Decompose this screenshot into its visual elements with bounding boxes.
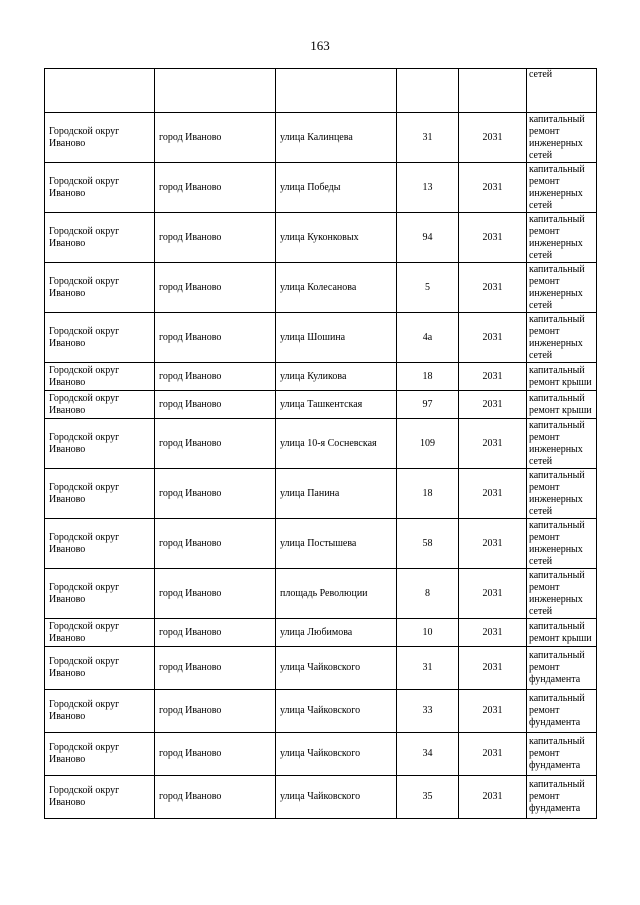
table-row bbox=[45, 619, 597, 647]
district-cell: Городской округ Иваново bbox=[45, 363, 155, 391]
city-cell: город Иваново bbox=[155, 263, 276, 313]
table-row bbox=[45, 569, 597, 619]
year-cell: 2031 bbox=[459, 776, 527, 819]
work-cell: капитальный ремонт фундамента bbox=[527, 776, 597, 819]
work-cell: капитальный ремонт фундамента bbox=[527, 733, 597, 776]
house-cell: 34 bbox=[397, 733, 459, 776]
district-cell: Городской округ Иваново bbox=[45, 113, 155, 163]
year-cell: 2031 bbox=[459, 419, 527, 469]
work-cell: капитальный ремонт инженерных сетей bbox=[527, 519, 597, 569]
house-cell: 109 bbox=[397, 419, 459, 469]
district-cell: Городской округ Иваново bbox=[45, 163, 155, 213]
city-cell: город Иваново bbox=[155, 776, 276, 819]
house-cell: 33 bbox=[397, 690, 459, 733]
district-cell: Городской округ Иваново bbox=[45, 619, 155, 647]
house-cell: 8 bbox=[397, 569, 459, 619]
city-cell: город Иваново bbox=[155, 469, 276, 519]
city-cell bbox=[155, 69, 276, 113]
city-cell: город Иваново bbox=[155, 213, 276, 263]
house-cell: 18 bbox=[397, 363, 459, 391]
district-cell: Городской округ Иваново bbox=[45, 690, 155, 733]
work-cell: капитальный ремонт крыши bbox=[527, 363, 597, 391]
house-cell: 5 bbox=[397, 263, 459, 313]
city-cell: город Иваново bbox=[155, 419, 276, 469]
city-cell: город Иваново bbox=[155, 113, 276, 163]
district-cell: Городской округ Иваново bbox=[45, 263, 155, 313]
street-cell: улица Любимова bbox=[276, 619, 397, 647]
housing-repair-table bbox=[44, 68, 597, 819]
table-row bbox=[45, 519, 597, 569]
house-cell: 18 bbox=[397, 469, 459, 519]
street-cell: улица Калинцева bbox=[276, 113, 397, 163]
street-cell: улица Победы bbox=[276, 163, 397, 213]
city-cell: город Иваново bbox=[155, 163, 276, 213]
year-cell: 2031 bbox=[459, 213, 527, 263]
district-cell: Городской округ Иваново bbox=[45, 569, 155, 619]
work-cell: капитальный ремонт инженерных сетей bbox=[527, 313, 597, 363]
work-cell: капитальный ремонт фундамента bbox=[527, 690, 597, 733]
year-cell: 2031 bbox=[459, 569, 527, 619]
work-cell: капитальный ремонт крыши bbox=[527, 391, 597, 419]
work-cell: капитальный ремонт инженерных сетей bbox=[527, 469, 597, 519]
city-cell: город Иваново bbox=[155, 647, 276, 690]
work-cell: капитальный ремонт инженерных сетей bbox=[527, 113, 597, 163]
district-cell: Городской округ Иваново bbox=[45, 647, 155, 690]
year-cell: 2031 bbox=[459, 647, 527, 690]
street-cell bbox=[276, 69, 397, 113]
work-cell: капитальный ремонт инженерных сетей bbox=[527, 419, 597, 469]
work-cell: сетей bbox=[527, 69, 597, 113]
table-row bbox=[45, 391, 597, 419]
table-row bbox=[45, 363, 597, 391]
work-cell: капитальный ремонт инженерных сетей bbox=[527, 263, 597, 313]
street-cell: улица Куконковых bbox=[276, 213, 397, 263]
table-row bbox=[45, 263, 597, 313]
house-cell: 94 bbox=[397, 213, 459, 263]
table-row bbox=[45, 113, 597, 163]
street-cell: улица Постышева bbox=[276, 519, 397, 569]
house-cell: 31 bbox=[397, 647, 459, 690]
district-cell bbox=[45, 69, 155, 113]
house-cell: 97 bbox=[397, 391, 459, 419]
page-number: 163 bbox=[310, 38, 330, 53]
district-cell: Городской округ Иваново bbox=[45, 733, 155, 776]
year-cell: 2031 bbox=[459, 469, 527, 519]
house-cell: 13 bbox=[397, 163, 459, 213]
year-cell: 2031 bbox=[459, 391, 527, 419]
street-cell: улица Ташкентская bbox=[276, 391, 397, 419]
table-row bbox=[45, 733, 597, 776]
district-cell: Городской округ Иваново bbox=[45, 519, 155, 569]
street-cell: улица Панина bbox=[276, 469, 397, 519]
street-cell: улица Чайковского bbox=[276, 733, 397, 776]
table-row bbox=[45, 213, 597, 263]
street-cell: улица Шошина bbox=[276, 313, 397, 363]
year-cell: 2031 bbox=[459, 733, 527, 776]
continued-row bbox=[45, 69, 597, 113]
work-cell: капитальный ремонт инженерных сетей bbox=[527, 569, 597, 619]
house-cell: 10 bbox=[397, 619, 459, 647]
city-cell: город Иваново bbox=[155, 313, 276, 363]
table-row bbox=[45, 776, 597, 819]
year-cell: 2031 bbox=[459, 363, 527, 391]
street-cell: улица Колесанова bbox=[276, 263, 397, 313]
table-row bbox=[45, 313, 597, 363]
table-row bbox=[45, 690, 597, 733]
street-cell: улица Чайковского bbox=[276, 647, 397, 690]
city-cell: город Иваново bbox=[155, 519, 276, 569]
city-cell: город Иваново bbox=[155, 690, 276, 733]
city-cell: город Иваново bbox=[155, 619, 276, 647]
street-cell: улица Куликова bbox=[276, 363, 397, 391]
year-cell: 2031 bbox=[459, 263, 527, 313]
city-cell: город Иваново bbox=[155, 363, 276, 391]
street-cell: улица Чайковского bbox=[276, 776, 397, 819]
district-cell: Городской округ Иваново bbox=[45, 313, 155, 363]
house-cell: 31 bbox=[397, 113, 459, 163]
house-cell bbox=[397, 69, 459, 113]
city-cell: город Иваново bbox=[155, 391, 276, 419]
table-row bbox=[45, 163, 597, 213]
district-cell: Городской округ Иваново bbox=[45, 419, 155, 469]
district-cell: Городской округ Иваново bbox=[45, 776, 155, 819]
house-cell: 35 bbox=[397, 776, 459, 819]
city-cell: город Иваново bbox=[155, 569, 276, 619]
street-cell: улица Чайковского bbox=[276, 690, 397, 733]
year-cell: 2031 bbox=[459, 519, 527, 569]
year-cell bbox=[459, 69, 527, 113]
street-cell: площадь Революции bbox=[276, 569, 397, 619]
year-cell: 2031 bbox=[459, 690, 527, 733]
district-cell: Городской округ Иваново bbox=[45, 469, 155, 519]
work-cell: капитальный ремонт фундамента bbox=[527, 647, 597, 690]
street-cell: улица 10-я Сосневская bbox=[276, 419, 397, 469]
district-cell: Городской округ Иваново bbox=[45, 213, 155, 263]
city-cell: город Иваново bbox=[155, 733, 276, 776]
table-row bbox=[45, 469, 597, 519]
district-cell: Городской округ Иваново bbox=[45, 391, 155, 419]
year-cell: 2031 bbox=[459, 113, 527, 163]
table-row bbox=[45, 419, 597, 469]
work-cell: капитальный ремонт крыши bbox=[527, 619, 597, 647]
house-cell: 58 bbox=[397, 519, 459, 569]
table-row bbox=[45, 647, 597, 690]
work-cell: капитальный ремонт инженерных сетей bbox=[527, 163, 597, 213]
year-cell: 2031 bbox=[459, 163, 527, 213]
house-cell: 4а bbox=[397, 313, 459, 363]
year-cell: 2031 bbox=[459, 313, 527, 363]
year-cell: 2031 bbox=[459, 619, 527, 647]
work-cell: капитальный ремонт инженерных сетей bbox=[527, 213, 597, 263]
